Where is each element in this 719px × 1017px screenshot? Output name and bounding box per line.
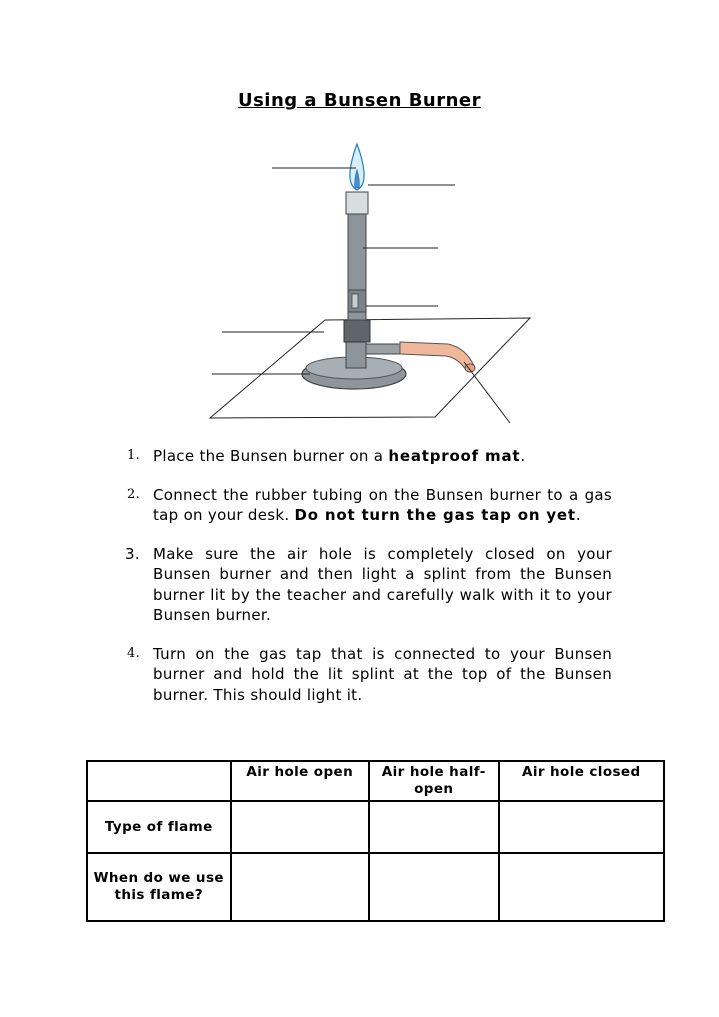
gas-inlet [366, 344, 402, 354]
step-number: 1. [127, 448, 141, 463]
rubber-tubing [400, 342, 474, 370]
step-number: 3. [125, 544, 140, 563]
column-header: Air hole half-open [369, 761, 499, 801]
answer-cell[interactable] [231, 801, 369, 853]
instruction-step [125, 544, 612, 626]
instruction-step [125, 485, 612, 526]
instruction-step [125, 446, 612, 467]
label-line-7 [464, 362, 510, 423]
collar [344, 320, 370, 342]
column-header: Air hole open [231, 761, 369, 801]
step-text: Turn on the gas tap that is connected to your Bunsen burner and hold the lit splint at the top of the Bunsen burner. This should light it. [153, 644, 612, 704]
step-text: . [575, 506, 581, 524]
step-emphasis: Do not turn the gas tap on yet [294, 506, 576, 524]
table-header-row [87, 761, 664, 801]
step-number: 2. [127, 486, 141, 502]
answer-cell[interactable] [231, 853, 369, 921]
answer-cell[interactable] [499, 801, 664, 853]
column-header: Air hole closed [499, 761, 664, 801]
row-header: When do we use this flame? [87, 853, 231, 921]
table-row [87, 801, 664, 853]
instruction-list [125, 446, 612, 723]
page-title: Using a Bunsen Burner [237, 90, 482, 111]
step-text: Connect the rubber tubing on the Bunsen burner to a gas tap on your desk. [153, 485, 612, 524]
column-header [87, 761, 231, 801]
step-text: Make sure the air hole is completely closed on your Bunsen burner and then light a splint from the Bunsen burner lit by the teacher and carefully walk with it to your Bunsen burner. [153, 544, 612, 624]
air-hole [352, 294, 358, 308]
bunsen-burner-diagram [200, 130, 540, 430]
row-header: Type of flame [87, 801, 231, 853]
observation-table [86, 760, 665, 922]
instruction-step [125, 644, 612, 706]
table-row [87, 853, 664, 921]
answer-cell[interactable] [499, 853, 664, 921]
answer-cell[interactable] [369, 853, 499, 921]
step-number: 4. [127, 645, 141, 661]
step-text: . [520, 447, 526, 465]
step-text: Place the Bunsen burner on a [153, 447, 389, 465]
step-emphasis: heatproof mat [388, 447, 521, 465]
answer-cell[interactable] [369, 801, 499, 853]
